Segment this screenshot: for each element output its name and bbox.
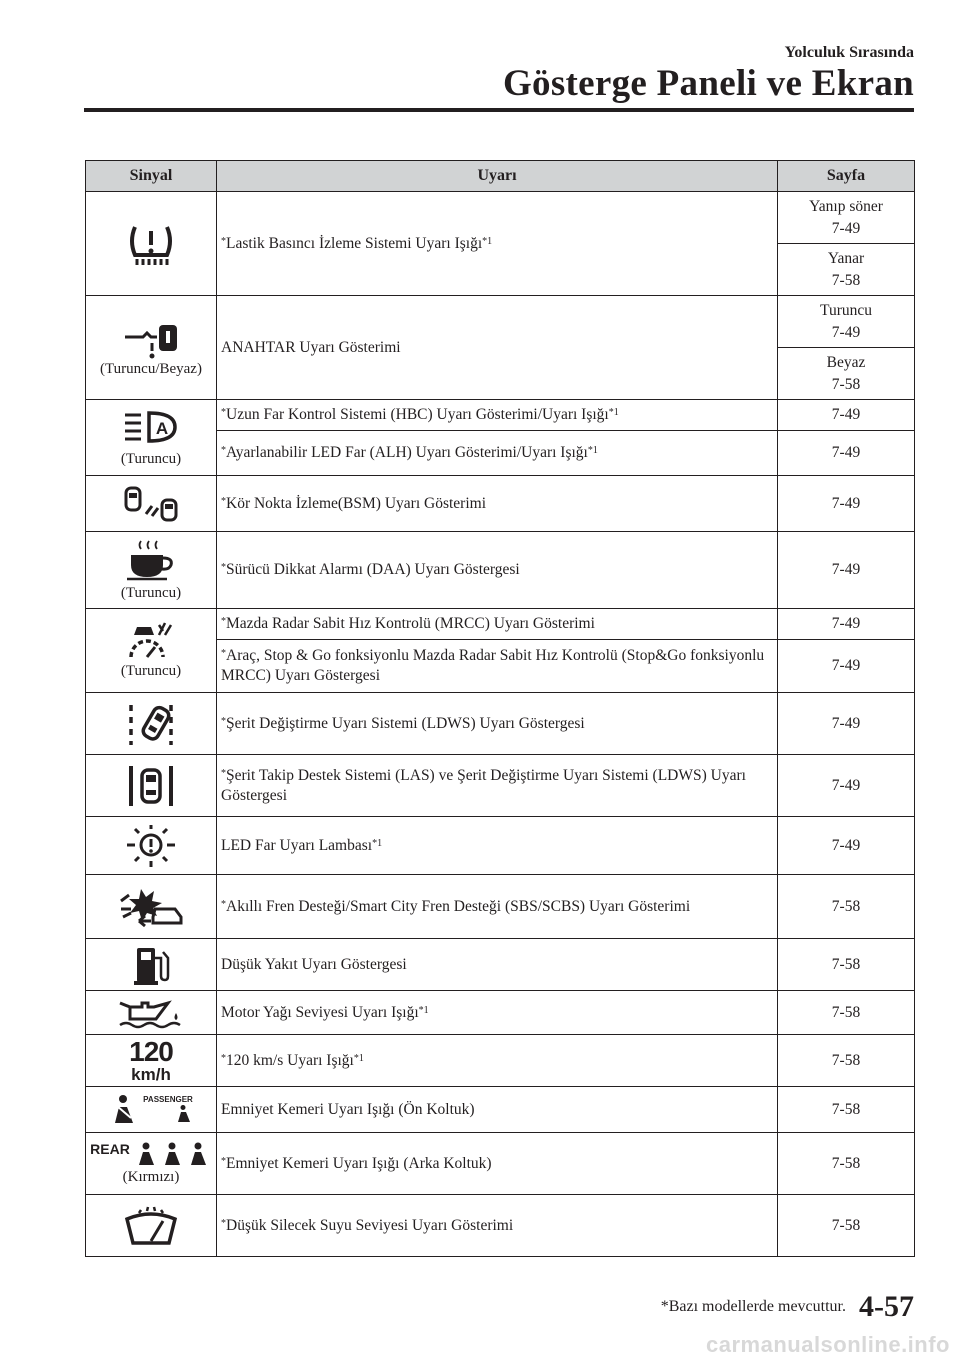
signal-caption: (Turuncu) — [120, 584, 182, 601]
page-number: 4-57 — [859, 1290, 914, 1323]
page-cell: Yanıp söner 7-49 — [778, 192, 915, 244]
coffee-cup-icon — [123, 539, 179, 583]
seatbelt-rear-icon — [136, 1141, 212, 1167]
warning-cell: *Şerit Takip Destek Sistemi (LAS) ve Şerit Değiştirme Uyarı Sistemi (LDWS) Uyarı Göstergesi — [217, 755, 778, 817]
warning-cell: ANAHTAR Uyarı Gösterimi — [217, 296, 778, 400]
signal-cell — [86, 400, 217, 476]
page-cell: 7-58 — [778, 939, 915, 991]
table-row — [86, 991, 915, 1035]
page-cell: 7-49 — [778, 609, 915, 640]
lane-departure-icon — [123, 701, 179, 747]
warning-cell: Emniyet Kemeri Uyarı Işığı (Ön Koltuk) — [217, 1087, 778, 1133]
page-cell: 7-58 — [778, 1133, 915, 1195]
signal-cell — [86, 693, 217, 755]
warning-cell: *Kör Nokta İzleme(BSM) Uyarı Gösterimi — [217, 476, 778, 532]
table-row — [86, 1035, 915, 1087]
page-cell: 7-58 — [778, 875, 915, 939]
warning-cell: *Mazda Radar Sabit Hız Kontrolü (MRCC) Uyarı Gösterimi — [217, 609, 778, 640]
signal-cell — [86, 817, 217, 875]
table-row — [86, 939, 915, 991]
col-page-header: Sayfa — [778, 161, 915, 192]
table-row — [86, 296, 915, 348]
warning-cell: Motor Yağı Seviyesi Uyarı Işığı$^{*1}$ — [217, 991, 778, 1035]
smart-brake-icon — [115, 885, 187, 929]
table-row — [86, 400, 915, 431]
signal-cell — [86, 609, 217, 693]
signal-cell — [86, 1133, 217, 1195]
warning-cell: *Sürücü Dikkat Alarmı (DAA) Uyarı Göstergesi — [217, 532, 778, 609]
signal-cell — [86, 1195, 217, 1257]
washer-fluid-icon — [121, 1205, 181, 1247]
page-cell: 7-49 — [778, 476, 915, 532]
page-cell: 7-58 — [778, 1195, 915, 1257]
fuel-pump-icon — [131, 944, 171, 986]
table-row — [86, 476, 915, 532]
col-signal-header: Sinyal — [86, 161, 217, 192]
col-warning-header: Uyarı — [217, 161, 778, 192]
warning-cell: *Araç, Stop & Go fonksiyonlu Mazda Radar Sabit Hız Kontrolü (Stop&Go fonksiyonlu MRCC) Uyarı Göstergesi — [217, 640, 778, 693]
signal-cell — [86, 1087, 217, 1133]
oil-can-icon — [116, 995, 186, 1031]
rear-label: REAR — [90, 1141, 130, 1157]
signal-cell — [86, 192, 217, 296]
page-cell: 7-49 — [778, 755, 915, 817]
page-cell: Yanar 7-58 — [778, 244, 915, 296]
warning-cell: *Akıllı Fren Desteği/Smart City Fren Desteği (SBS/SCBS) Uyarı Gösterimi — [217, 875, 778, 939]
signal-cell — [86, 939, 217, 991]
footnote: *Bazı modellerde mevcuttur. — [660, 1298, 846, 1315]
warning-cell: *Şerit Değiştirme Uyarı Sistemi (LDWS) Uyarı Göstergesi — [217, 693, 778, 755]
speed-120-icon: 120 km/h — [129, 1036, 173, 1084]
table-row — [86, 693, 915, 755]
signal-cell — [86, 476, 217, 532]
table-row — [86, 1195, 915, 1257]
warning-cell: LED Far Uyarı Lambası$^{*1}$ — [217, 817, 778, 875]
page-cell: 7-49 — [778, 532, 915, 609]
page-cell: 7-58 — [778, 1087, 915, 1133]
table-row — [86, 1087, 915, 1133]
table-row — [86, 609, 915, 640]
page-cell: Beyaz 7-58 — [778, 348, 915, 400]
page-cell: 7-58 — [778, 1035, 915, 1087]
page-cell: 7-49 — [778, 640, 915, 693]
signal-caption: (Turuncu) — [120, 451, 182, 467]
signal-caption: (Turuncu) — [120, 663, 182, 679]
table-row — [86, 755, 915, 817]
page-cell: 7-49 — [778, 817, 915, 875]
signal-cell — [86, 1035, 217, 1087]
lane-keep-icon — [125, 762, 177, 810]
page-cell: 7-49 — [778, 693, 915, 755]
warning-cell: Düşük Yakıt Uyarı Göstergesi — [217, 939, 778, 991]
warning-table — [85, 160, 915, 1257]
page-cell: 7-49 — [778, 400, 915, 431]
tire-pressure-icon — [123, 221, 179, 267]
seatbelt-front-icon — [109, 1093, 139, 1127]
page-cell: 7-49 — [778, 431, 915, 476]
warning-cell: *Düşük Silecek Suyu Seviyesi Uyarı Gösterimi — [217, 1195, 778, 1257]
warning-cell: *Emniyet Kemeri Uyarı Işığı (Arka Koltuk) — [217, 1133, 778, 1195]
table-row — [86, 875, 915, 939]
warning-cell: *Lastik Basıncı İzleme Sistemi Uyarı Işığı$^{*1}$ — [217, 192, 778, 296]
signal-caption: (Turuncu/Beyaz) — [100, 361, 202, 377]
table-row — [86, 192, 915, 244]
signal-cell — [86, 991, 217, 1035]
section-subtitle: Yolculuk Sırasında — [784, 44, 914, 61]
warning-cell: *Uzun Far Kontrol Sistemi (HBC) Uyarı Gösterimi/Uyarı Işığı$^{*1}$ — [217, 400, 778, 431]
table-row — [86, 817, 915, 875]
warning-cell: *Ayarlanabilir LED Far (ALH) Uyarı Gösterimi/Uyarı Işığı$^{*1}$ — [217, 431, 778, 476]
page-cell: Turuncu 7-49 — [778, 296, 915, 348]
svg-text:A: A — [155, 419, 169, 438]
signal-cell — [86, 532, 217, 609]
watermark: carmanualsonline.info — [706, 1332, 950, 1357]
header-rule — [84, 108, 914, 112]
signal-cell — [86, 296, 217, 400]
blind-spot-icon — [120, 484, 182, 524]
signal-cell — [86, 755, 217, 817]
led-headlight-icon — [123, 823, 179, 869]
table-row — [86, 1133, 915, 1195]
signal-caption: (Kırmızı) — [122, 1169, 180, 1185]
page-cell: 7-58 — [778, 991, 915, 1035]
seatbelt-passenger-icon — [175, 1104, 193, 1124]
table-row — [86, 532, 915, 609]
key-warning-icon — [119, 317, 183, 359]
signal-cell — [86, 875, 217, 939]
warning-cell: *120 km/s Uyarı Işığı$^{*1}$ — [217, 1035, 778, 1087]
table-header-row — [86, 161, 915, 192]
passenger-label: PASSENGER — [143, 1095, 193, 1104]
radar-cruise-icon — [123, 621, 179, 661]
headlight-auto-icon — [119, 407, 183, 449]
page-title: Gösterge Paneli ve Ekran — [502, 63, 914, 104]
